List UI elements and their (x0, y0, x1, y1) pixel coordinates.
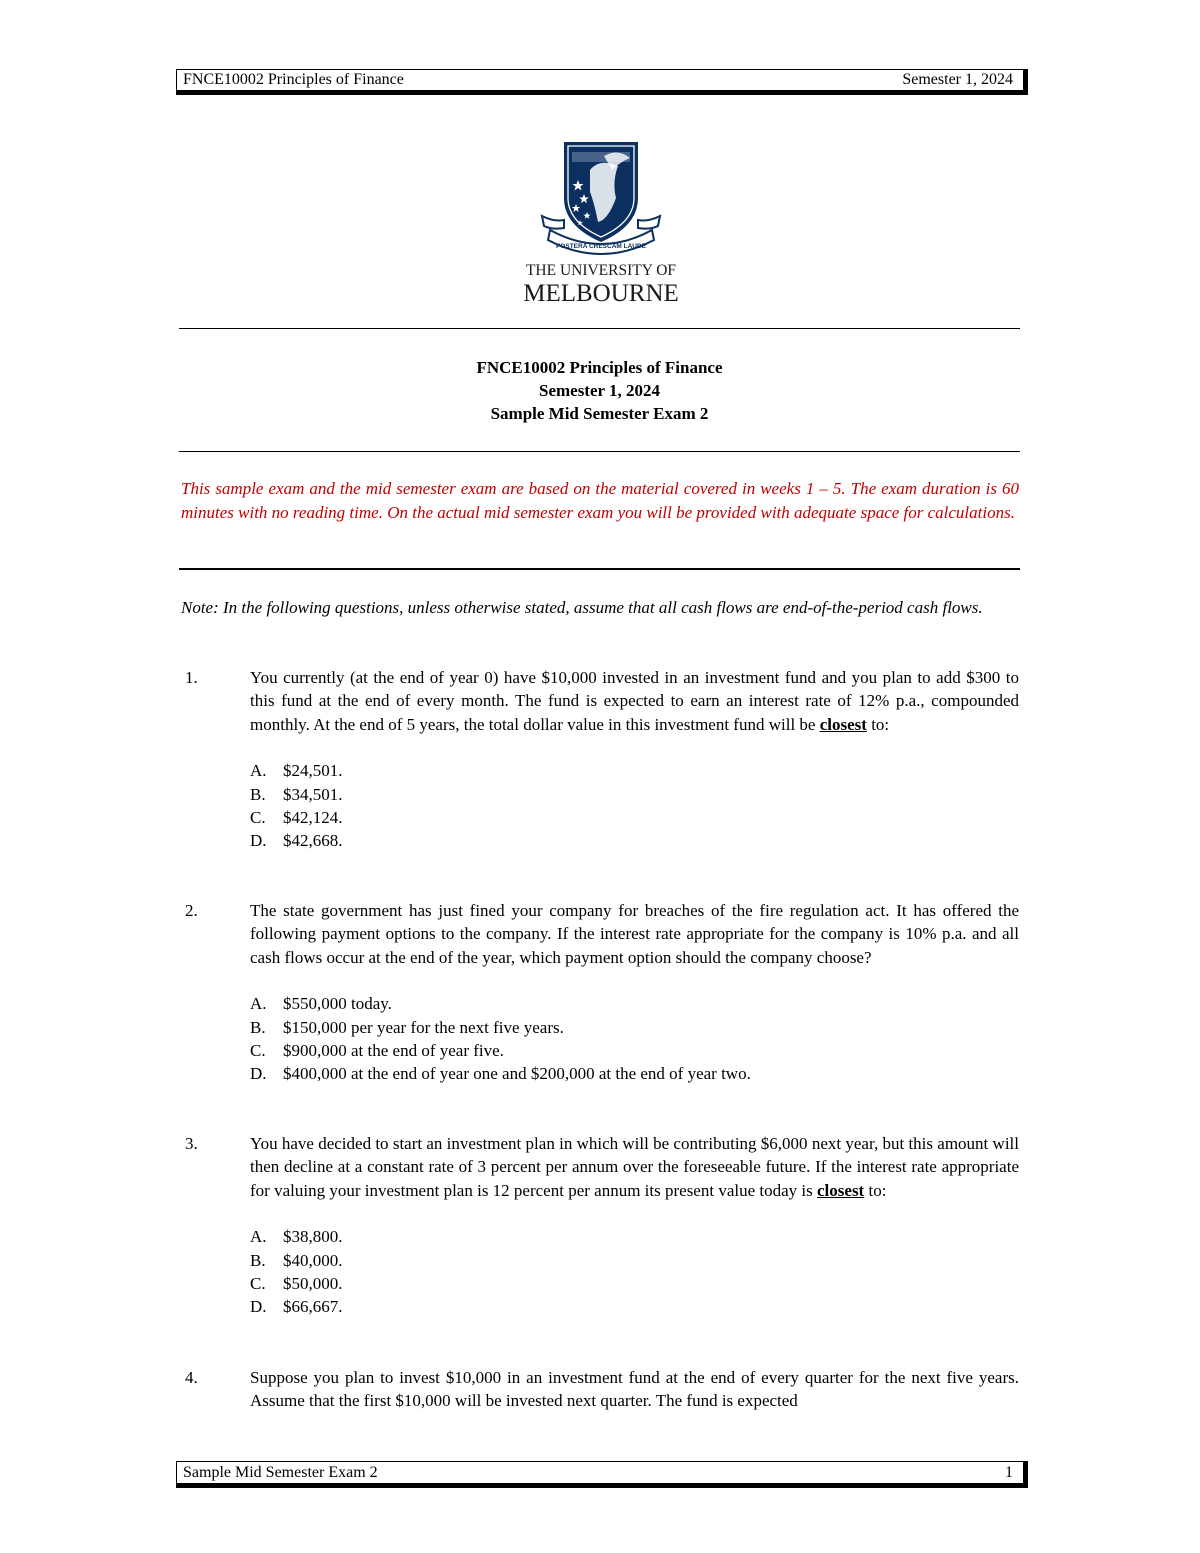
exam-instructions: This sample exam and the mid semester exam are based on the material covered in weeks 1 – 5. The exam duration is 60 minutes with no reading time. On the actual mid semester exam you will be provided with adequate space for calculations. (181, 479, 1019, 522)
cash-flow-note: Note: In the following questions, unless otherwise stated, assume that all cash flows are end-of-the-period cash flows. (181, 598, 983, 617)
option-b: B. $34,501. (250, 784, 343, 804)
question-number: 4. (185, 1368, 198, 1387)
question-2 (181, 899, 1019, 1086)
question-number: 1. (185, 668, 198, 687)
logo-motto: POSTERA CRESCAM LAUDE (555, 243, 647, 250)
divider (179, 451, 1020, 452)
option-b: B. $150,000 per year for the next five years. (250, 1017, 564, 1037)
option-a: A. $38,800. (250, 1227, 343, 1247)
option-d: D. $400,000 at the end of year one and $200,000 at the end of year two. (250, 1064, 751, 1084)
option-a: A. $24,501. (250, 761, 343, 781)
question-1 (181, 666, 1019, 853)
answer-options (250, 759, 1019, 853)
question-stem: Suppose you plan to invest $10,000 in an investment fund at the end of every quarter for the next five years. Assume that the first $10,000 will be invested next quarter. The fund is expected (250, 1368, 1019, 1411)
header-semester: Semester 1, 2024 (902, 71, 1013, 88)
page-header (176, 69, 1028, 95)
question-number: 2. (185, 901, 198, 920)
footer-exam: Sample Mid Semester Exam 2 (183, 1463, 378, 1481)
title-course: FNCE10002 Principles of Finance (476, 358, 723, 377)
title-exam: Sample Mid Semester Exam 2 (490, 404, 709, 423)
question-stem: You currently (at the end of year 0) have $10,000 invested in an investment fund and you plan to add $300 to this fund at the end of every month. The fund is expected to earn an interest rate of 12% p.a., compounded monthly. At the end of 5 years, the total dollar value in this investment fund will be closest to: (250, 668, 1019, 734)
question-number: 3. (185, 1134, 198, 1153)
divider (179, 328, 1020, 329)
answer-options (250, 992, 1019, 1086)
question-3 (181, 1132, 1019, 1319)
question-4 (181, 1366, 1019, 1413)
question-stem: The state government has just fined your company for breaches of the fire regulation act. It has offered the following payment options to the company. If the interest rate appropriate for the company is 10% p.a. and all cash flows occur at the end of the year, which payment option should the company choose? (250, 901, 1019, 967)
option-c: C. $900,000 at the end of year five. (250, 1041, 504, 1061)
option-a: A. $550,000 today. (250, 994, 392, 1014)
page-number: 1 (1005, 1463, 1013, 1481)
option-b: B. $40,000. (250, 1250, 343, 1270)
page-footer (176, 1461, 1028, 1488)
emphasis: closest (819, 714, 867, 734)
option-d: D. $66,667. (250, 1297, 343, 1317)
logo-line1: THE UNIVERSITY OF (525, 262, 677, 279)
emphasis: closest (817, 1180, 865, 1200)
question-stem: You have decided to start an investment plan in which will be contributing $6,000 next year, but this amount will then decline at a constant rate of 3 percent per annum over the foreseeable future. If the interest rate appropriate for valuing your investment plan is 12 percent per annum its present value today is closest to: (250, 1134, 1019, 1200)
university-logo (520, 136, 682, 306)
logo-line2: MELBOURNE (523, 280, 679, 306)
option-c: C. $50,000. (250, 1274, 343, 1294)
option-d: D. $42,668. (250, 831, 343, 851)
option-c: C. $42,124. (250, 808, 343, 828)
title-semester: Semester 1, 2024 (538, 381, 661, 400)
crest-icon (564, 142, 638, 242)
exam-title (179, 356, 1020, 425)
header-course: FNCE10002 Principles of Finance (183, 71, 404, 88)
divider (179, 568, 1020, 570)
answer-options (250, 1225, 1019, 1319)
